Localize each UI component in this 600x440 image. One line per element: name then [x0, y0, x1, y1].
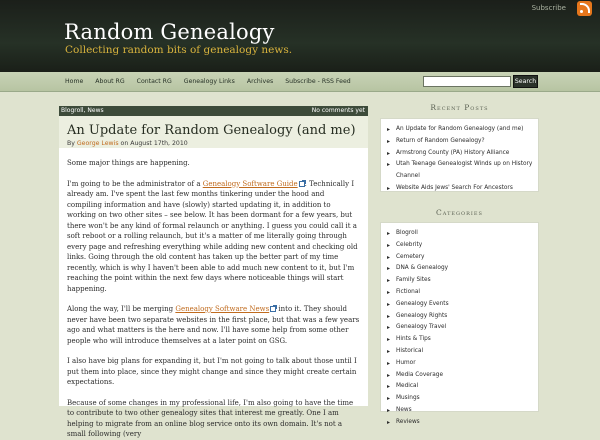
- paragraph-text: . Technically I already am. I've spent the last few months tinkering under the hood and compiling information and have (slowly) started updating it, in addition to working on two other sites – see below. It has been dormant for a few years, but there won't be any kind of formal relaunch or anything. I guess you could call it a soft reboot or a rolling relaunch, but it's a matter of me literally going through every page and refreshing everything while adding new content and checking old links. Going through the old content has taken up the better part of my time recently, which is why I haven't been able to add much new content to it, but I'm reaching the point within the next few days where noticeable things will start happening.: [67, 179, 358, 293]
- post-paragraph: [67, 179, 360, 295]
- post-byline: [67, 140, 368, 147]
- recent-post-link[interactable]: ▸ Armstrong County (PA) History Alliance: [387, 148, 534, 160]
- category-link[interactable]: ▸ Cemetery: [387, 252, 534, 264]
- categories-title: Categories: [436, 208, 483, 217]
- nav-rss-feed[interactable]: Subscribe - RSS Feed: [285, 78, 351, 85]
- post: [59, 106, 368, 438]
- post-body: [59, 148, 368, 440]
- category-link[interactable]: ▸ News: [387, 405, 534, 417]
- genealogy-software-guide-link[interactable]: Genealogy Software Guide: [202, 179, 298, 188]
- post-comments-link[interactable]: No comments yet: [311, 107, 365, 114]
- category-link[interactable]: ▸ Genealogy Rights: [387, 311, 534, 323]
- site-title[interactable]: Random Genealogy: [64, 20, 275, 44]
- post-header: [59, 116, 368, 148]
- category-link[interactable]: ▸ Genealogy Travel: [387, 322, 534, 334]
- category-link[interactable]: ▸ Blogroll: [387, 228, 534, 240]
- category-link[interactable]: ▸ Humor: [387, 358, 534, 370]
- byline-by: By: [67, 140, 75, 147]
- category-link[interactable]: ▸ Fictional: [387, 287, 534, 299]
- category-link[interactable]: ▸ Historical: [387, 346, 534, 358]
- post-paragraph: Because of some changes in my professional life, I'm also going to have the time to contribute to two other genealogy sites that interest me greatly. One I am helping to migrate from an online blog service onto its own domain. It's not a small following (very: [67, 398, 354, 438]
- nav-about[interactable]: About RG: [95, 78, 125, 85]
- nav-archives[interactable]: Archives: [246, 78, 274, 85]
- paragraph-text: into it. They should never have been two separate websites in the first place, but that was a few years ago and what matters is the here and now. I'll have some help from some other people who will introduce themselves at a later point on GSG.: [67, 305, 360, 345]
- recent-post-link[interactable]: ▸ Return of Random Genealogy?: [387, 136, 534, 148]
- nav-home[interactable]: Home: [65, 78, 84, 85]
- category-link[interactable]: ▸ Musings: [387, 393, 534, 405]
- categories-widget: [380, 222, 539, 425]
- post-category[interactable]: Blogroll, News: [61, 107, 104, 114]
- nav-items: [59, 72, 357, 92]
- recent-post-link[interactable]: ▸ Website Aids Jews' Search For Ancestors: [387, 183, 534, 195]
- post-author[interactable]: George Lewis: [76, 140, 119, 147]
- genealogy-software-news-link[interactable]: Genealogy Software News: [175, 305, 270, 313]
- search-input[interactable]: [423, 76, 511, 87]
- rss-icon[interactable]: [577, 1, 592, 16]
- recent-post-link[interactable]: ▸ An Update for Random Genealogy (and me): [387, 124, 534, 136]
- post-meta-bar: [59, 106, 368, 116]
- site-tagline: Collecting random bits of genealogy news.: [65, 44, 293, 56]
- paragraph-text: I'm going to be the administrator of a: [67, 179, 201, 188]
- recent-post-link[interactable]: ▸ Utah Teenage Genealogist Winds up on History Channel: [387, 159, 534, 183]
- main-nav: [0, 72, 600, 92]
- category-link[interactable]: ▸ Media Coverage: [387, 370, 534, 382]
- site-header: [0, 0, 600, 72]
- post-paragraph: [67, 304, 360, 346]
- nav-genealogy-links[interactable]: Genealogy Links: [183, 78, 235, 85]
- post-paragraph: I also have big plans for expanding it, but I'm not going to talk about those until I put them into place, since they might change and since they might create certain expectations.: [67, 357, 357, 386]
- post-date: on August 17th, 2010: [120, 140, 188, 147]
- category-link[interactable]: ▸ DNA & Genealogy: [387, 263, 534, 275]
- category-link[interactable]: ▸ Hints & Tips: [387, 334, 534, 346]
- external-link-icon: [270, 306, 276, 312]
- category-link[interactable]: ▸ Reviews: [387, 417, 534, 429]
- recent-posts-widget: [380, 118, 539, 192]
- nav-contact[interactable]: Contact RG: [136, 78, 172, 85]
- paragraph-text: Along the way, I'll be merging: [67, 305, 174, 313]
- post-title[interactable]: An Update for Random Genealogy (and me): [67, 123, 356, 138]
- external-link-icon: [299, 181, 305, 187]
- post-paragraph: Some major things are happening.: [67, 159, 190, 167]
- category-link[interactable]: ▸ Medical: [387, 381, 534, 393]
- category-link[interactable]: ▸ Family Sites: [387, 275, 534, 287]
- category-link[interactable]: ▸ Genealogy Events: [387, 299, 534, 311]
- search-button[interactable]: Search: [513, 75, 538, 88]
- category-link[interactable]: ▸ Celebrity: [387, 240, 534, 252]
- recent-posts-title: Recent Posts: [430, 103, 489, 112]
- subscribe-link[interactable]: Subscribe: [531, 4, 566, 12]
